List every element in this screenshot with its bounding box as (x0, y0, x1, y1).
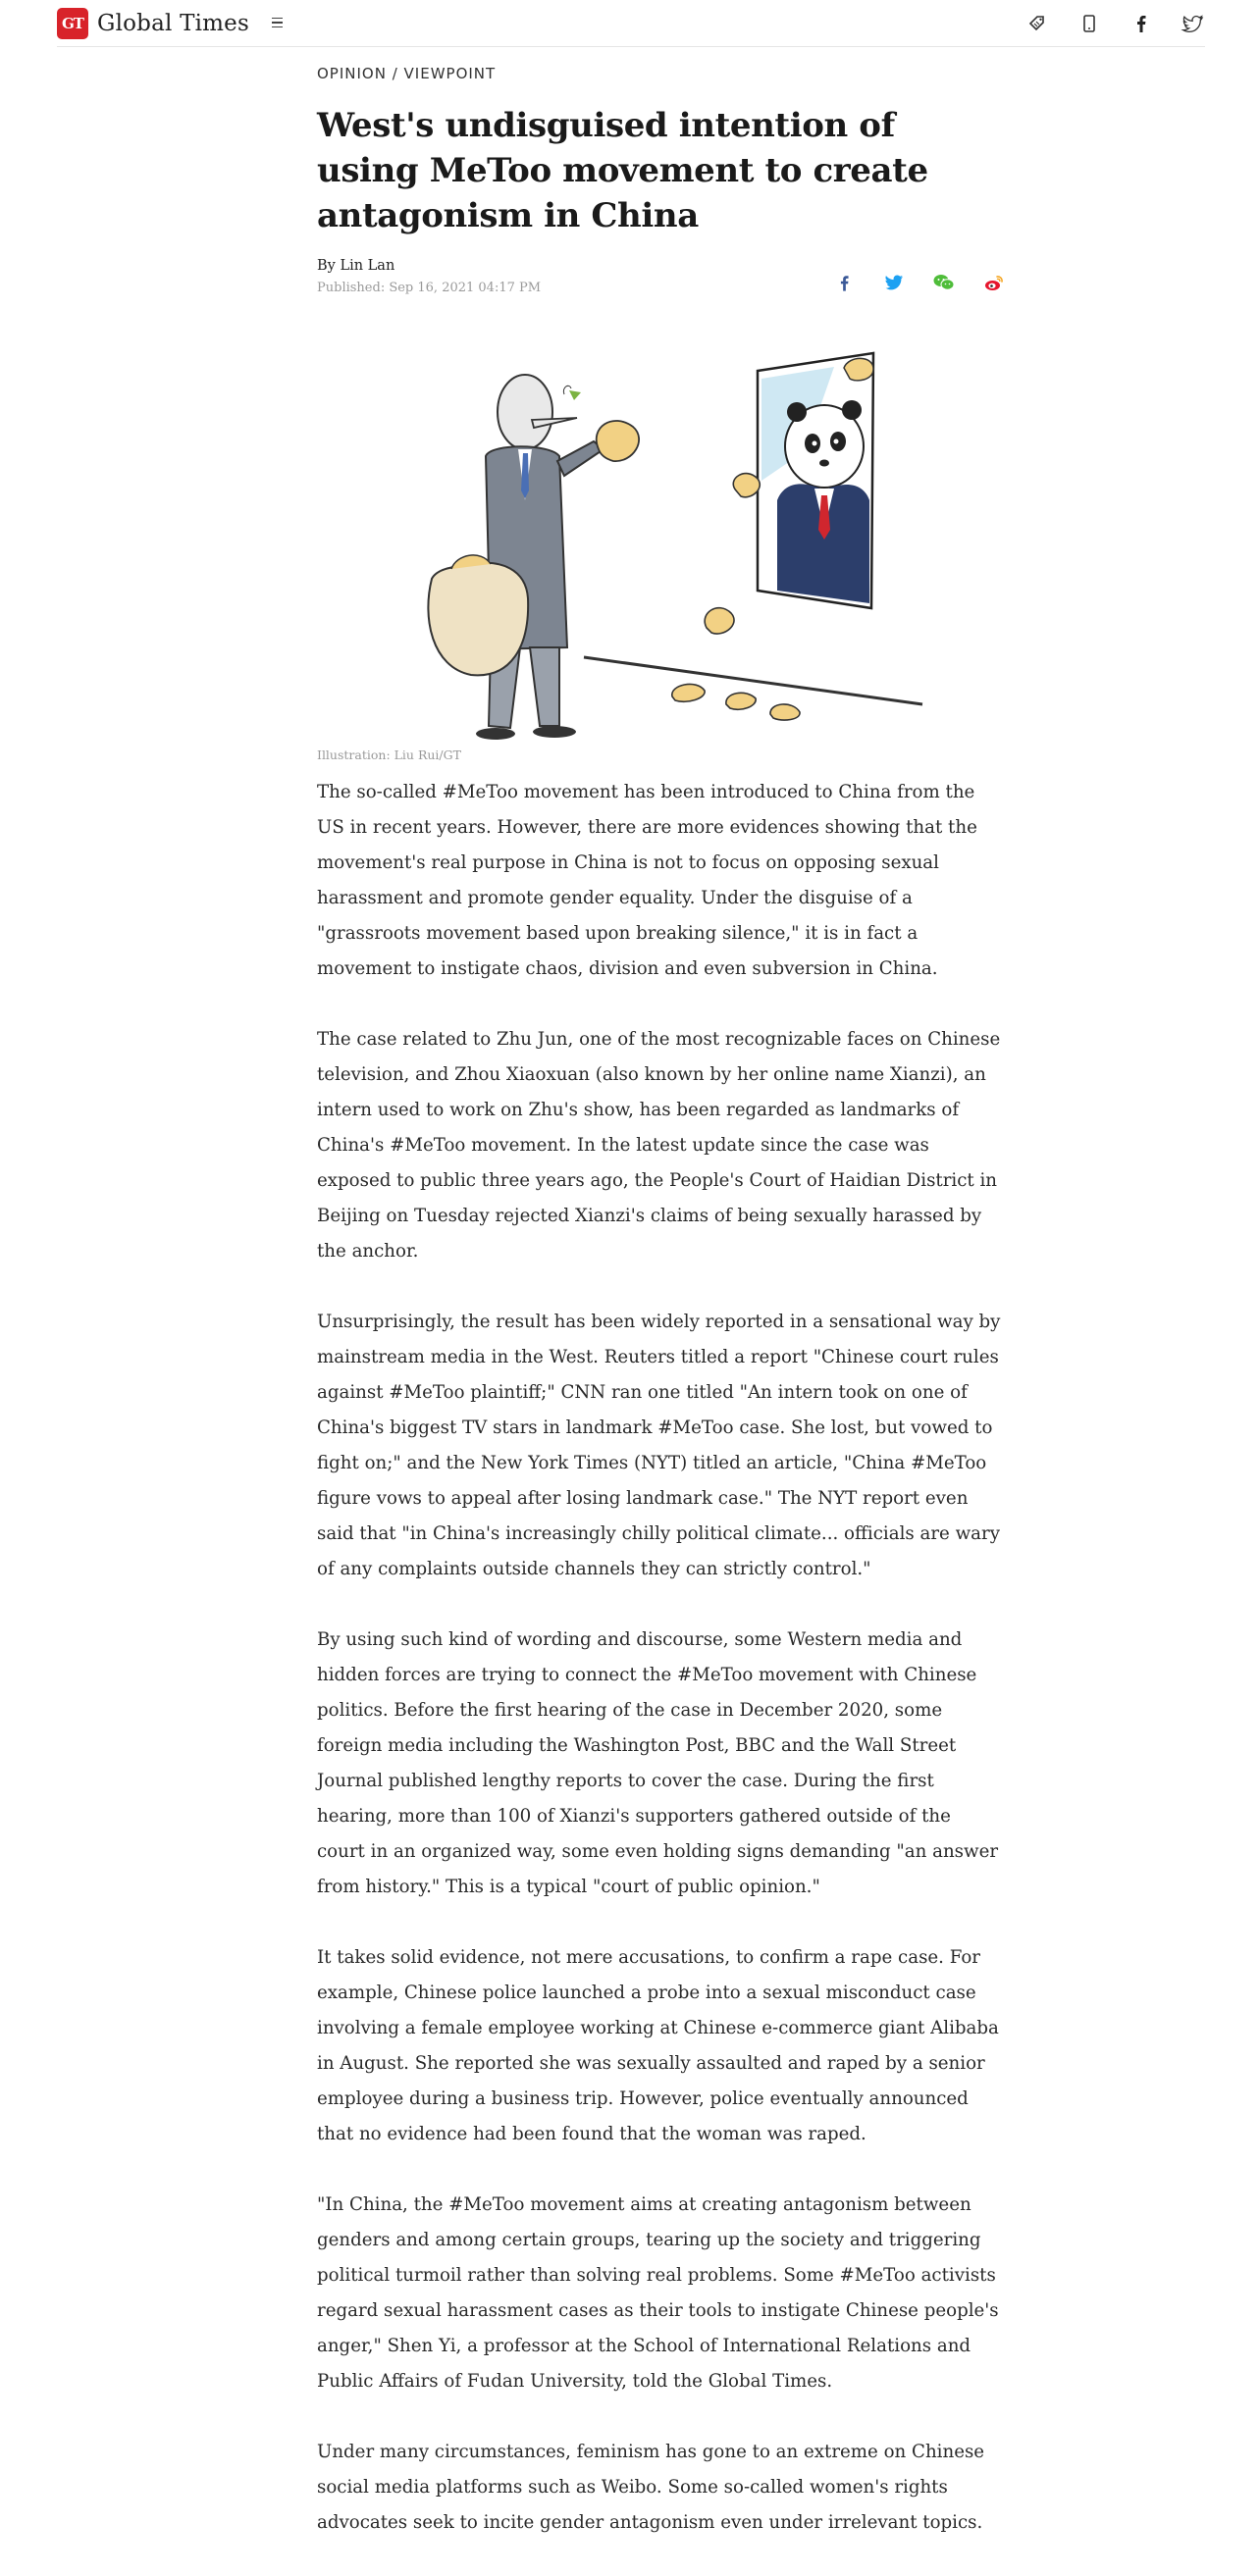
wechat-share-icon[interactable] (932, 271, 956, 294)
image-caption: Illustration: Liu Rui/GT (317, 747, 461, 762)
man-figure (428, 375, 639, 740)
site-logo[interactable] (57, 8, 249, 39)
facebook-icon[interactable] (1129, 12, 1153, 35)
facebook-share-icon[interactable] (832, 271, 856, 294)
logo-text: Global Times (97, 11, 249, 36)
paragraph: The case related to Zhu Jun, one of the most recognizable faces on Chinese television, and Zhou Xiaoxuan (also known by her online name Xianzi), an intern used to work on Zhu's show, has been regarded as landmarks of China's #MeToo movement. In the latest update since the case was exposed to public three years ago, the People's Court of Haidian District in Beijing on Tuesday rejected Xianzi's claims of being sexually harassed by the anchor. (317, 1029, 1001, 1262)
menu-icon[interactable] (267, 13, 287, 32)
paragraph: The so-called #MeToo movement has been introduced to China from the US in recent years. However, there are more evidences showing that the movement's real purpose in China is not to focus on opposing sexual harassment and promote gender equality. Under the disguise of a "grassroots movement based upon breaking silence," it is in fact a movement to instigate chaos, division and even subversion in China. (317, 782, 977, 979)
paragraph: By using such kind of wording and discourse, some Western media and hidden forces are trying to connect the #MeToo movement with Chinese politics. Before the first hearing of the case in December 2020, some foreign media including the Washington Post, BBC and the Wall Street Journal published lengthy reports to cover the case. During the first hearing, more than 100 of Xianzi's supporters gathered outside of the court in an organized way, some even holding signs demanding "an answer from history." This is a typical "court of public opinion." (317, 1629, 999, 1897)
mirror-image (758, 353, 873, 608)
logo-badge: GT (57, 8, 88, 39)
weibo-share-icon[interactable] (982, 271, 1006, 294)
article-published-date: Published: Sep 16, 2021 04:17 PM (317, 281, 542, 295)
paragraph: Under many circumstances, feminism has gone to an extreme on Chinese social media platforms such as Weibo. Some so-called women's rights advocates seek to incite gender antagonism even under irrelevant topics. (317, 2442, 985, 2533)
header-icon-group (997, 12, 1205, 35)
top-navigation-bar (57, 0, 1205, 47)
article-body (317, 775, 1004, 2576)
twitter-icon[interactable] (1181, 12, 1205, 35)
paragraph: Unsurprisingly, the result has been widely reported in a sensational way by mainstream media in the West. Reuters titled a report "Chinese court rules against #MeToo plaintiff;" CNN ran one titled "An intern took on one of China's biggest TV stars in landmark #MeToo case. She lost, but vowed to fight on;" and the New York Times (NYT) titled an article, "China #MeToo figure vows to appeal after losing landmark case." The NYT report even said that "in China's increasingly chilly political climate... officials are wary of any complaints outside channels they can strictly control." (317, 1312, 1001, 1579)
article-category[interactable]: OPINION / VIEWPOINT (317, 65, 497, 82)
tag-icon[interactable] (1025, 12, 1049, 35)
article-byline[interactable]: By Lin Lan (317, 258, 395, 274)
twitter-share-icon[interactable] (882, 271, 906, 294)
paragraph: "In China, the #MeToo movement aims at creating antagonism between genders and among certain groups, tearing up the society and triggering political turmoil rather than solving real problems. Some #MeToo activists regard sexual harassment cases as their tools to instigate Chinese people's anger," Shen Yi, a professor at the School of International Relations and Public Affairs of Fudan University, told the Global Times. (317, 2194, 999, 2392)
article-illustration (412, 334, 942, 746)
paragraph: It takes solid evidence, not mere accusations, to confirm a rape case. For example, Chinese police launched a probe into a sexual misconduct case involving a female employee working at Chinese e-commerce giant Alibaba in August. She reported she was sexually assaulted and raped by a senior employee during a business trip. However, police eventually announced that no evidence had been found that the woman was raped. (317, 1947, 999, 2144)
article-title: West's undisguised intention of using MeToo movement to create antagonism in China (317, 106, 928, 235)
mobile-icon[interactable] (1077, 12, 1101, 35)
share-buttons (832, 271, 1032, 294)
